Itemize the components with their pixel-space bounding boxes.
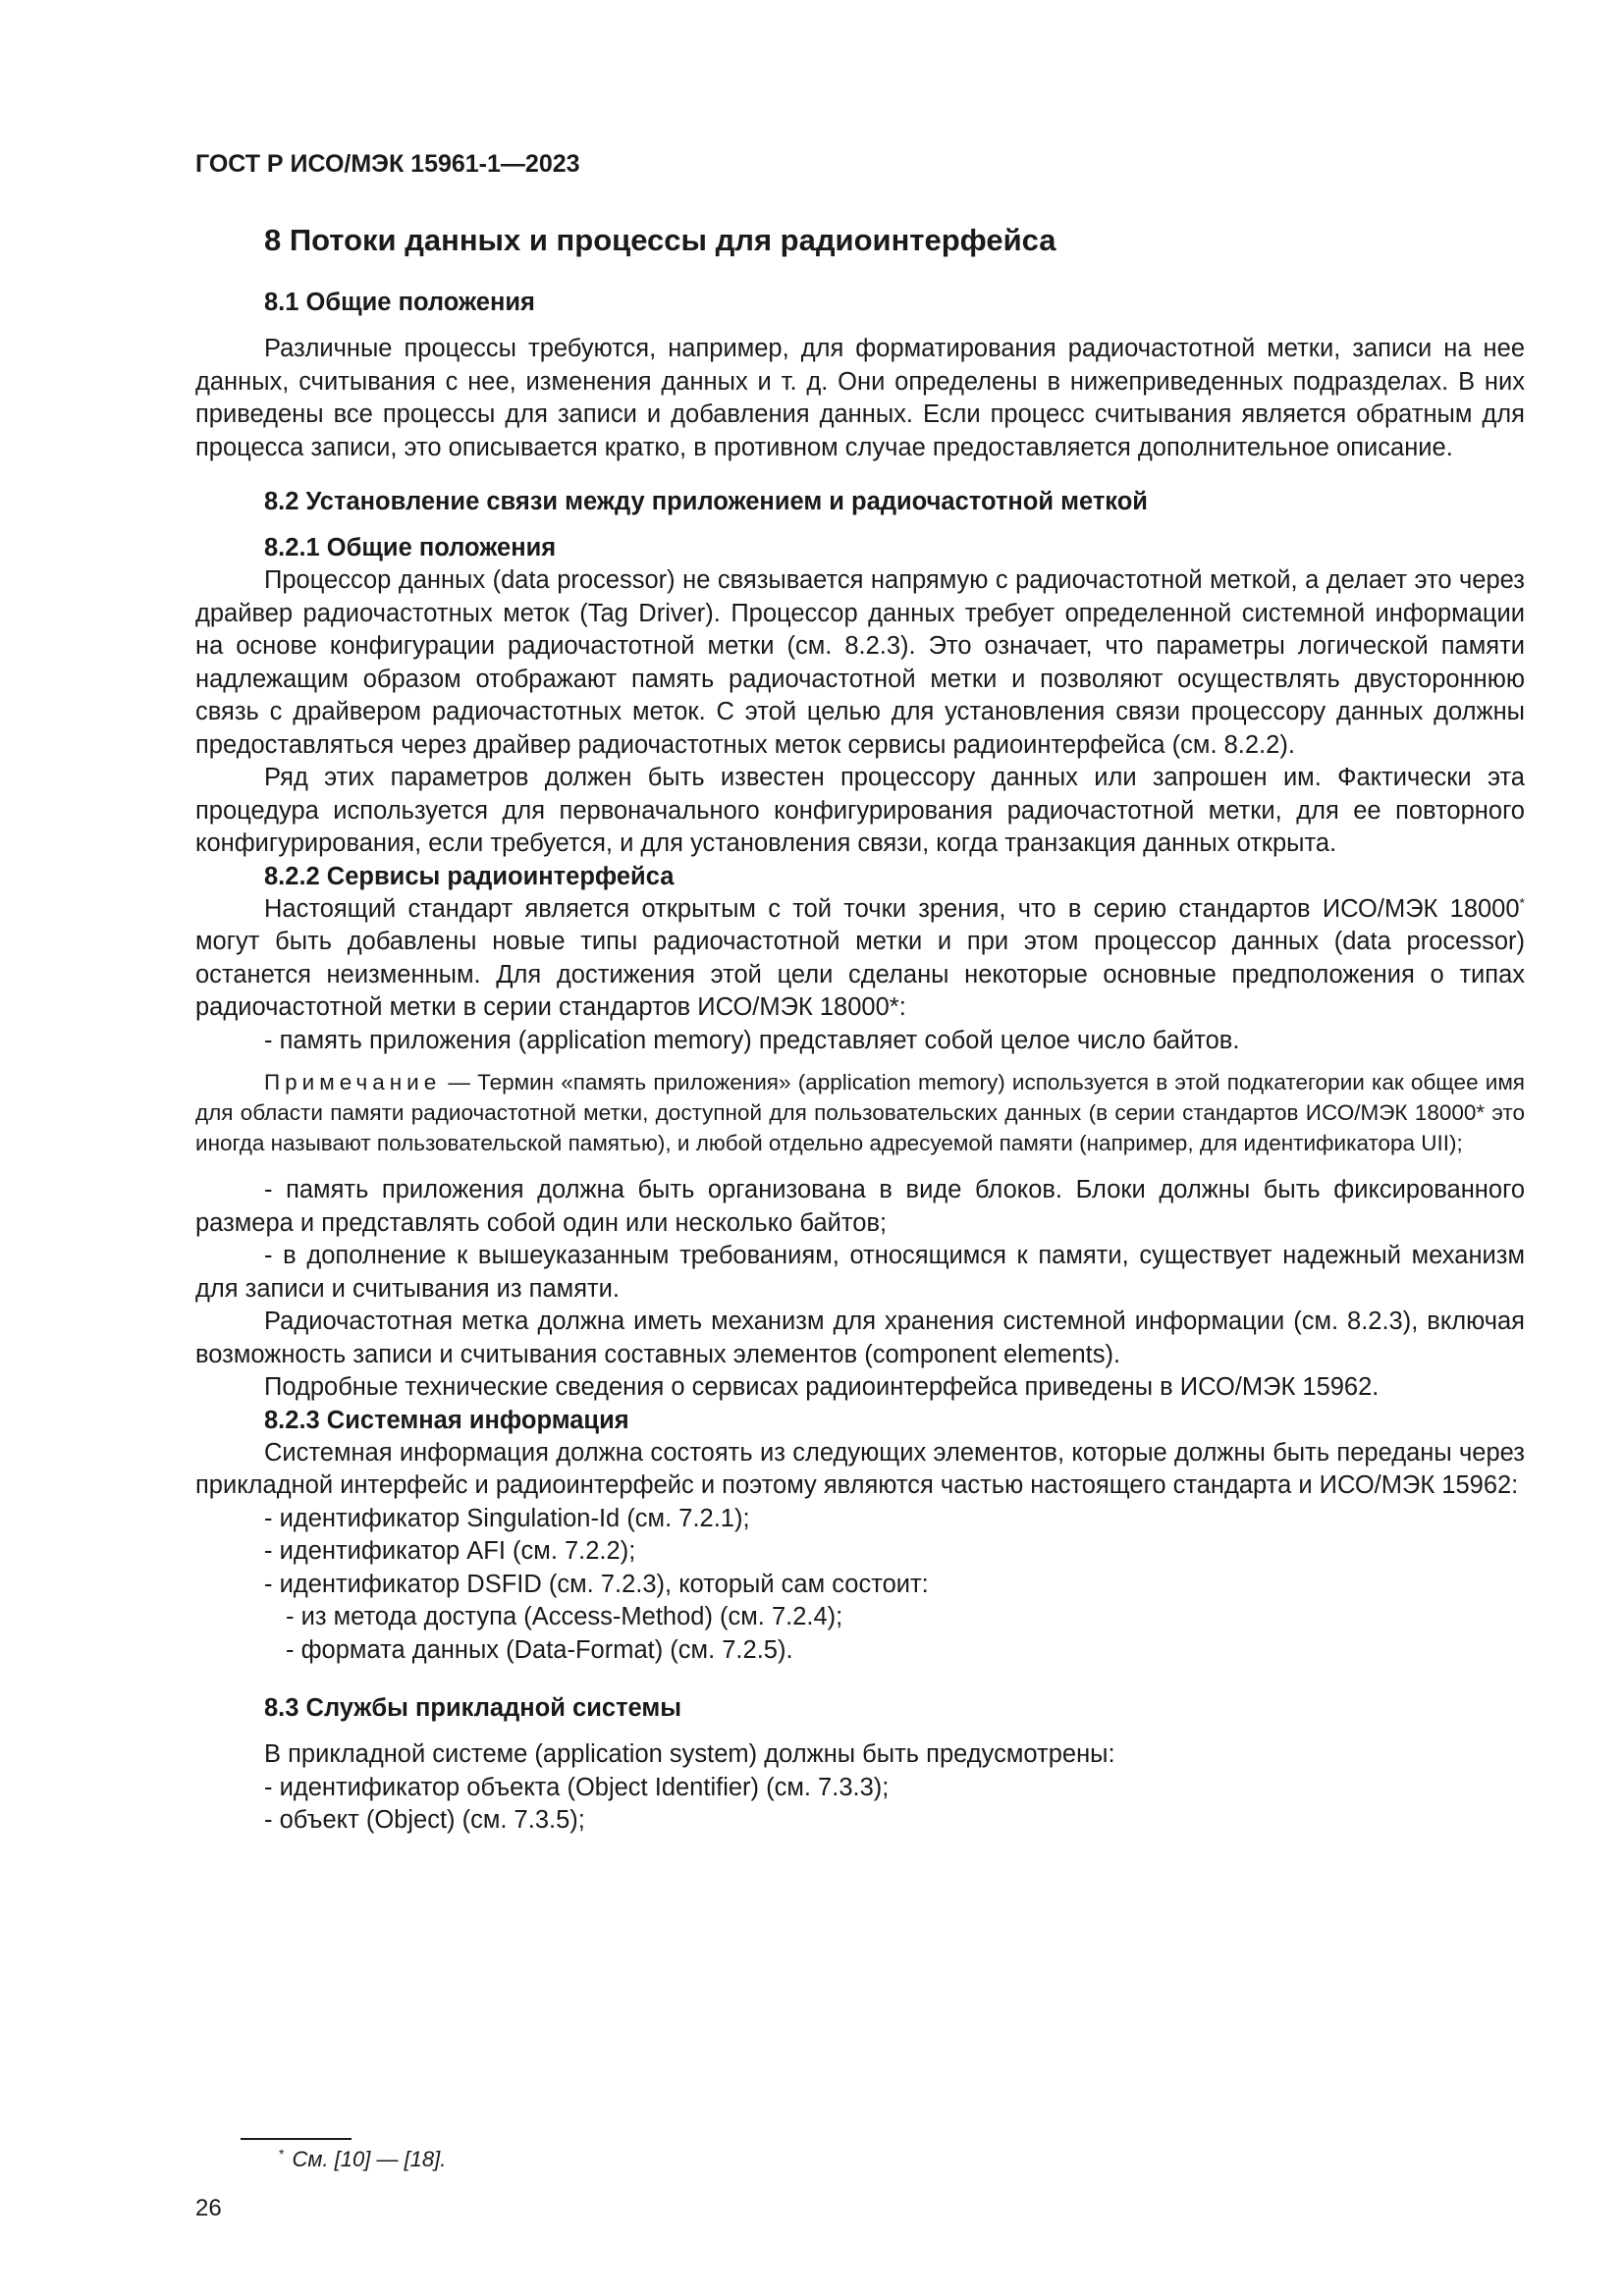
section-8-1-paragraph: Различные процессы требуются, например, для форматирования радиочастотной метки, записи на нее данных, считывания с нее, изменения данных и т. д. Они определены в нижеприведенных подразделах. В них приведены все процессы для записи и добавления данных. Если процесс считывания является обратным для процесса записи, это описывается кратко, в противном случае предоставляется дополнительное описание. [195, 335, 1525, 461]
section-8-1-heading: 8.1 Общие положения [264, 289, 535, 316]
list-item: - идентификатор объекта (Object Identifier) (см. 7.3.3); [264, 1773, 890, 1801]
section-8-2-2-heading: 8.2.2 Сервисы радиоинтерфейса [264, 862, 675, 890]
list-item-blocks: - память приложения должна быть организована в виде блоков. Блоки должны быть фиксированного размера и представлять собой один или несколько байтов; [195, 1176, 1525, 1237]
paragraph-text-b: могут быть добавлены новые типы радиочастотной метки и при этом процессор данных (data processor) останется неизменным. Для достижения этой цели сделаны некоторые основные предположения о типах радиочастотной метки в серии стандартов ИСО/МЭК 18000*: [195, 928, 1525, 1021]
section-8-2-1-heading: 8.2.1 Общие положения [264, 534, 557, 561]
section-8-2-2-paragraph-2: Радиочастотная метка должна иметь механизм для хранения системной информации (см. 8.2.3), включая возможность записи и считывания составных элементов (component elements). [195, 1308, 1525, 1368]
section-8-2-1-paragraph-2: Ряд этих параметров должен быть известен процессору данных или запрошен им. Фактически эта процедура используется для первоначального конфигурирования радиочастотной метки, для ее повторного конфигурирования, если требуется, и для установления связи, когда транзакция данных открыта. [195, 764, 1525, 857]
section-8-2-2-paragraph-1 [195, 893, 1525, 1025]
list-item: - идентификатор Singulation-Id (см. 7.2.1); [264, 1504, 750, 1532]
note-text: — Термин «память приложения» (application memory) используется в этой подкатегории как общее имя для области памяти радиочастотной метки, доступной для пользовательских данных (в серии стандартов ИСО/МЭК 18000* это иногда называют пользовательской памятью), и любой отдельно адресуемой памяти (например, для идентификатора UII); [195, 1070, 1525, 1155]
paragraph-text-a: Настоящий стандарт является открытым с той точки зрения, что в серию стандартов ИСО/МЭК 18000 [264, 894, 1520, 923]
section-8-2-2-paragraph-3: Подробные технические сведения о сервисах радиоинтерфейса приведены в ИСО/МЭК 15962. [264, 1373, 1380, 1401]
section-8-2-3-paragraph: Системная информация должна состоять из следующих элементов, которые должны быть переданы через прикладной интерфейс и радиоинтерфейс и поэтому являются частью настоящего стандарта и ИСО/МЭК 15962: [195, 1438, 1525, 1499]
list-item-mechanism: - в дополнение к вышеуказанным требованиям, относящимся к памяти, существует надежный механизм для записи и считывания из памяти. [195, 1242, 1525, 1303]
note-label: Примечание [264, 1070, 442, 1095]
list-item-application-memory: - память приложения (application memory) представляет собой целое число байтов. [264, 1026, 1240, 1054]
list-item: - объект (Object) (см. 7.3.5); [264, 1806, 585, 1834]
page-content [195, 221, 1525, 1838]
page-number: 26 [195, 2195, 222, 2221]
section-8-heading: 8 Потоки данных и процессы для радиоинтерфейса [264, 223, 1056, 257]
document-header: ГОСТ Р ИСО/МЭК 15961-1—2023 [195, 150, 580, 178]
note [195, 1067, 1525, 1158]
sub-list-item: - формата данных (Data-Format) (см. 7.2.5). [286, 1635, 793, 1664]
footnote [279, 2146, 446, 2173]
footnote-separator [241, 2138, 352, 2140]
list-item: - идентификатор DSFID (см. 7.2.3), который сам состоит: [264, 1570, 929, 1598]
section-8-2-heading: 8.2 Установление связи между приложением и радиочастотной меткой [264, 488, 1148, 515]
section-8-3-paragraph: В прикладной системе (application system) должны быть предусмотрены: [264, 1740, 1115, 1768]
list-item: - идентификатор AFI (см. 7.2.2); [264, 1537, 636, 1565]
footnote-text: См. [10] — [18]. [292, 2147, 447, 2171]
section-8-2-3-heading: 8.2.3 Системная информация [264, 1406, 629, 1434]
sub-list-item: - из метода доступа (Access-Method) (см. 7.2.4); [286, 1603, 843, 1630]
footnote-reference: * [1519, 894, 1525, 910]
section-8-3-heading: 8.3 Службы прикладной системы [264, 1694, 682, 1722]
footnote-mark: * [279, 2145, 285, 2162]
section-8-2-1-paragraph-1: Процессор данных (data processor) не связывается напрямую с радиочастотной меткой, а делает это через драйвер радиочастотных меток (Tag Driver). Процессор данных требует определенной системной информации на основе конфигурации радиочастотной метки (см. 8.2.3). Это означает, что параметры логической памяти надлежащим образом отображают память радиочастотной метки и позволяют осуществлять двустороннюю связь с драйвером радиочастотных меток. С этой целью для установления связи процессору данных должны предоставляться через драйвер радиочастотных меток сервисы радиоинтерфейса (см. 8.2.2). [195, 566, 1525, 759]
